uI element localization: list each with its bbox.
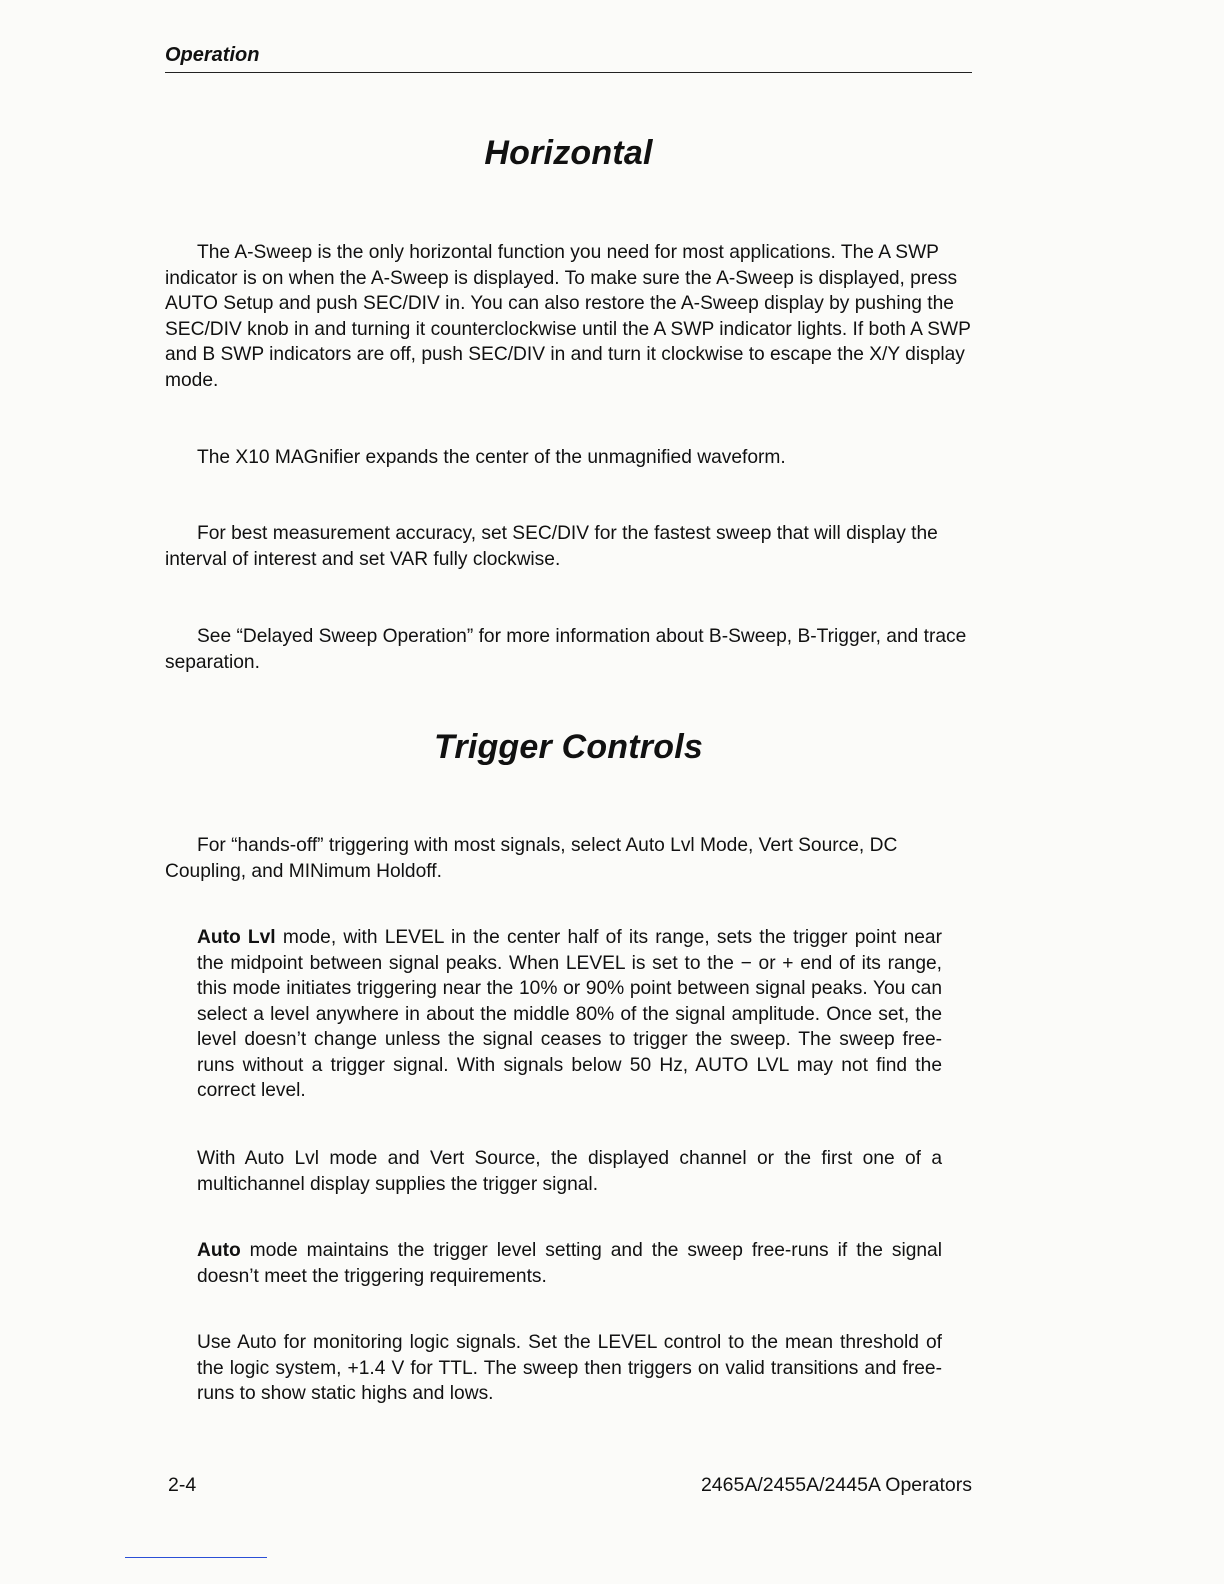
page-number: 2-4 bbox=[168, 1474, 197, 1496]
term-auto: Auto bbox=[197, 1240, 241, 1261]
paragraph-auto-lvl-vert-source: With Auto Lvl mode and Vert Source, the displayed channel or the first one of a multichannel display supplies the trigger signal. bbox=[197, 1148, 942, 1195]
paragraph-auto-lvl-mode bbox=[197, 925, 942, 1104]
auto-lvl-description: mode, with LEVEL in the center half of its range, sets the trigger point near the midpoint between signal peaks. When LEVEL is set to the − or + end of its range, this mode initiates triggering near the 10% or 90% point between signal peaks. You can select a level anywhere in about the middle 80% of the signal amplitude. Once set, the level doesn’t change unless the signal ceases to trigger the sweep. The sweep free-runs without a trigger signal. With signals below 50 Hz, AUTO LVL may not find the correct level. bbox=[197, 927, 942, 1101]
section-title-horizontal: Horizontal bbox=[484, 134, 653, 172]
paragraph-hands-off-triggering: For “hands-off” triggering with most signals, select Auto Lvl Mode, Vert Source, DC Coupling, and MINimum Holdoff. bbox=[165, 835, 898, 882]
paragraph-a-sweep: The A-Sweep is the only horizontal function you need for most applications. The A SWP indicator is on when the A-Sweep is displayed. To make sure the A-Sweep is displayed, press AUTO Setup and push SEC/DIV in. You can also restore the A-Sweep display by pushing the SEC/DIV knob in and turning it counterclockwise until the A SWP indicator lights. If both A SWP and B SWP indicators are off, push SEC/DIV in and turn it clockwise to escape the X/Y display mode. bbox=[165, 242, 971, 391]
paragraph-logic-signals: Use Auto for monitoring logic signals. Set the LEVEL control to the mean threshold of the logic system, +1.4 V for TTL. The sweep then triggers on valid transitions and free-runs to show static highs and lows. bbox=[197, 1332, 942, 1404]
header-rule bbox=[165, 72, 972, 73]
scan-edge-mark bbox=[125, 1557, 267, 1558]
paragraph-magnifier: The X10 MAGnifier expands the center of the unmagnified waveform. bbox=[197, 447, 786, 468]
term-auto-lvl: Auto Lvl bbox=[197, 927, 276, 948]
running-header: Operation bbox=[165, 44, 260, 66]
section-title-trigger-controls: Trigger Controls bbox=[434, 728, 703, 766]
paragraph-auto-mode bbox=[197, 1238, 942, 1289]
auto-description: mode maintains the trigger level setting and the sweep free-runs if the signal doesn’t meet the triggering requirements. bbox=[197, 1240, 942, 1287]
paragraph-measurement-accuracy: For best measurement accuracy, set SEC/DIV for the fastest sweep that will display the interval of interest and set VAR fully clockwise. bbox=[165, 523, 938, 570]
paragraph-delayed-sweep-reference: See “Delayed Sweep Operation” for more information about B-Sweep, B-Trigger, and trace separation. bbox=[165, 626, 967, 673]
manual-title: 2465A/2455A/2445A Operators bbox=[700, 1474, 972, 1496]
